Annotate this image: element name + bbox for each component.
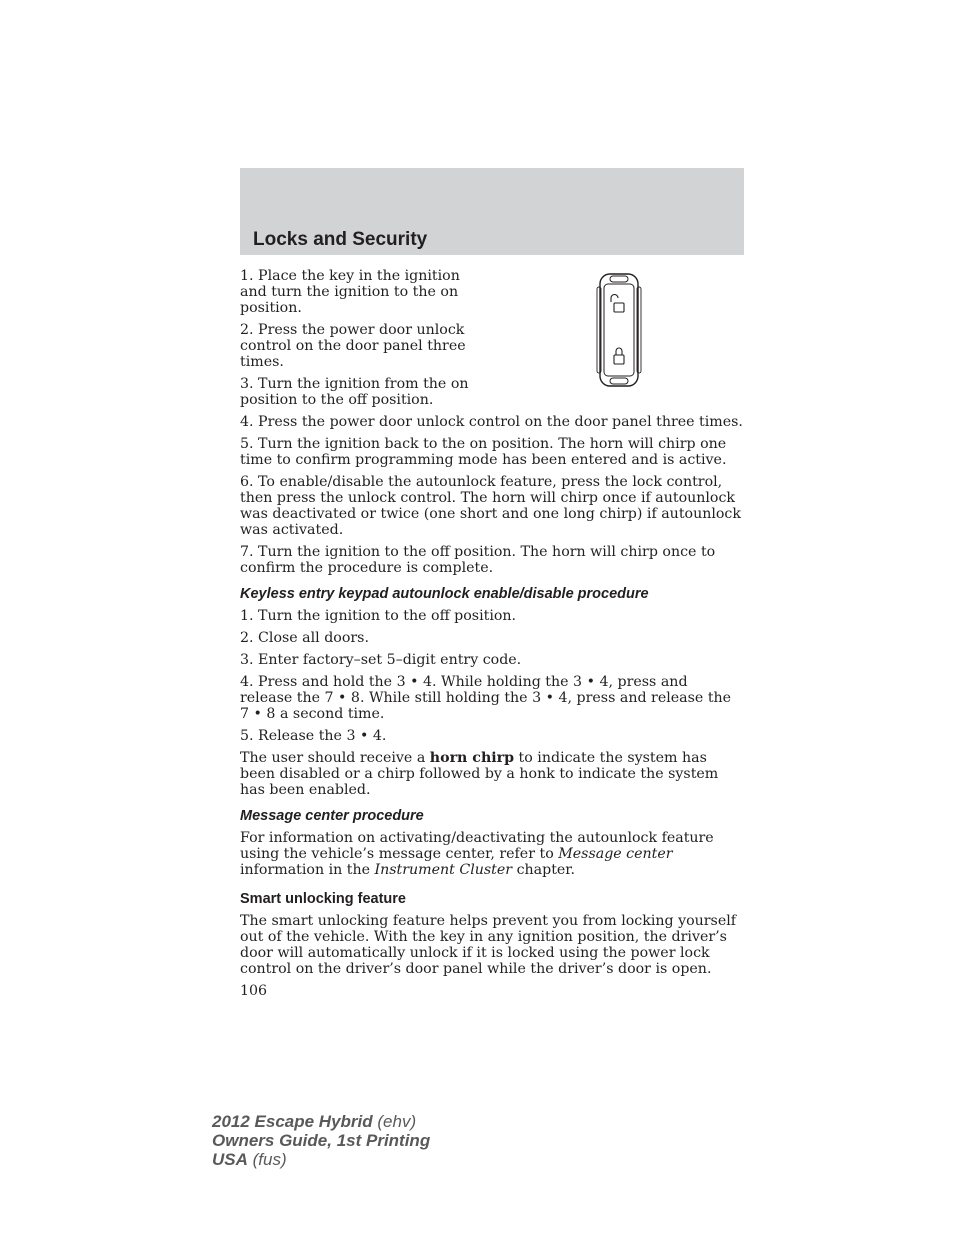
keypad-step-2: 2. Close all doors. — [240, 630, 369, 646]
mc-ref-instrument-cluster: Instrument Cluster — [374, 862, 513, 878]
footer-line-3 — [212, 1150, 430, 1169]
section-header-band — [240, 168, 744, 255]
footer-model: 2012 Escape Hybrid — [212, 1112, 373, 1131]
footer-line-1 — [212, 1112, 430, 1131]
keypad-step-5: 5. Release the 3 • 4. — [240, 728, 387, 744]
keypad-heading: Keyless entry keypad autounlock enable/disable procedure — [240, 586, 649, 602]
step-3: 3. Turn the ignition from the on position to the off position. — [240, 376, 469, 408]
smart-unlocking-text: The smart unlocking feature helps prevent you from locking yourself out of the vehicle. With the key in any ignition position, the driver’s door will automatically unlock if it is locked using the power lock control on the driver’s door panel while the driver’s door is open. — [240, 913, 737, 977]
step-5: 5. Turn the ignition back to the on position. The horn will chirp one time to confirm programming mode has been entered and is active. — [240, 436, 727, 468]
footer-model-code: (ehv) — [372, 1112, 417, 1131]
step-1: 1. Place the key in the ignition and turn the ignition to the on position. — [240, 268, 460, 316]
keypad-step-4: 4. Press and hold the 3 • 4. While holding the 3 • 4, press and release the 7 • 8. While still holding the 3 • 4, press and release the 7 • 8 a second time. — [240, 674, 732, 722]
step-2: 2. Press the power door unlock control on the door panel three times. — [240, 322, 466, 370]
smart-unlocking-heading: Smart unlocking feature — [240, 891, 406, 907]
step-6: 6. To enable/disable the autounlock feature, press the lock control, then press the unlock control. The horn will chirp once if autounlock was deactivated or twice (one short and one long chirp) if autounlock was activated. — [240, 474, 741, 538]
footer-market: USA — [212, 1150, 248, 1169]
footer-market-code: (fus) — [247, 1150, 287, 1169]
note-bold: horn chirp — [429, 750, 515, 766]
mc-text-3: chapter. — [512, 862, 576, 878]
note-text: The user should receive a — [240, 750, 430, 766]
keypad-note — [240, 750, 744, 798]
step-7: 7. Turn the ignition to the off position. The horn will chirp once to confirm the procedure is complete. — [240, 544, 716, 576]
keypad-step-3: 3. Enter factory–set 5–digit entry code. — [240, 652, 522, 668]
step-4: 4. Press the power door unlock control on the door panel three times. — [240, 414, 743, 430]
message-center-heading: Message center procedure — [240, 808, 424, 824]
message-center-text — [240, 830, 744, 878]
document-footer — [212, 1112, 430, 1169]
page-content — [240, 268, 744, 999]
page-number: 106 — [240, 983, 268, 999]
footer-line-2: Owners Guide, 1st Printing — [212, 1131, 431, 1150]
mc-text-2: information in the — [240, 862, 375, 878]
section-title: Locks and Security — [253, 229, 428, 250]
note-text-end: to indicate the system has been disabled or a chirp followed by a honk to indicate the system has been enabled. — [240, 750, 719, 798]
mc-text-1: For information on activating/deactivating the autounlock feature using the vehicle’s message center, refer to — [240, 830, 714, 862]
mc-ref-message-center: Message center — [558, 846, 673, 862]
keypad-step-1: 1. Turn the ignition to the off position. — [240, 608, 517, 624]
